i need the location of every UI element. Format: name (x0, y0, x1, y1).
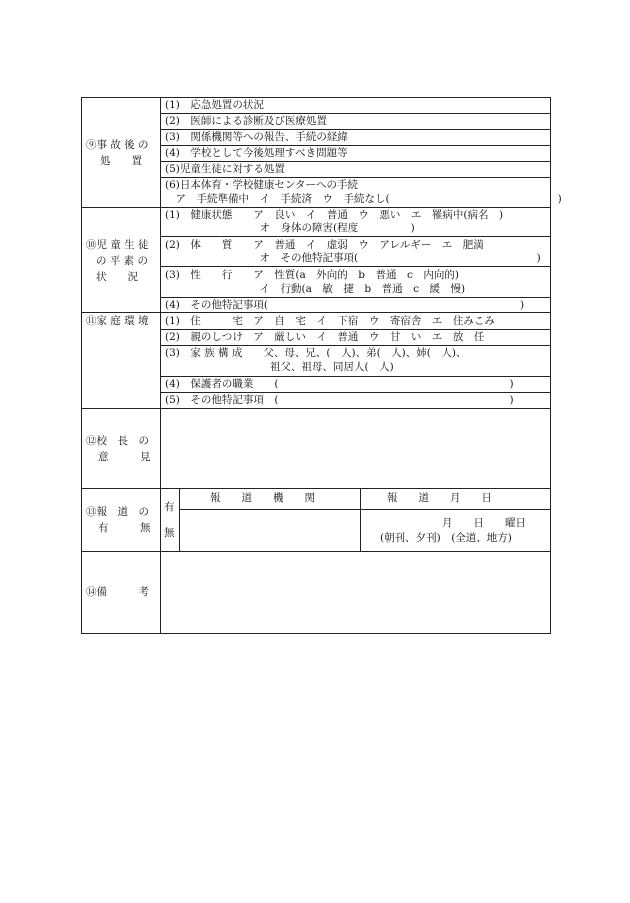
sec11-row-5: (4) 保護者の職業 ( ) (165, 378, 514, 390)
sec13-end (82, 551, 551, 552)
sec10-label-line1: ⑩児 童 生 徒 (86, 239, 149, 251)
sec9-row-3: (3) 関係機関等への報告、手続の経緯 (165, 131, 348, 143)
sec10-row-4: オ その他特記事項( ) (165, 252, 541, 264)
sec10-row-5: (3) 性 行 ア 性質(a 外向的 b 普通 c 内向的) (165, 269, 459, 281)
sec11-end (82, 408, 551, 409)
umu-no: 無 (164, 527, 175, 539)
sec9-row-5: (5)児童生徒に対する処置 (165, 163, 285, 175)
sec9-label-line1: ⑨事 故 後 の (86, 139, 149, 151)
sec11-row-6: (5) その他特記事項 ( ) (165, 394, 514, 406)
sec11-label: ⑪家 庭 環 境 (86, 315, 149, 327)
sec9-row-1: (1) 応急処置の状況 (165, 99, 264, 111)
sec10-row-6: イ 行動(a 敏 捷 b 普通 c 緩 慢) (165, 283, 466, 295)
date-line-1: 月 日 曜日 (442, 517, 526, 529)
sec11-row-4: 祖父、祖母、同居人( 人) (165, 361, 394, 373)
media-header: 報 道 機 関 (210, 492, 315, 504)
sec10-end (82, 312, 551, 313)
sec10-label-line2: の 平 素 の (96, 255, 149, 267)
sec14-label: ⑭備 考 (86, 586, 149, 598)
date-line-2: (朝刊、夕刊) (全道、地方) (380, 532, 512, 544)
sec10-row-7: (4) その他特記事項( ) (165, 299, 525, 311)
sec10-row-1: (1) 健康状態 ア 良い イ 普通 ウ 悪い エ 罹病中(病名 ) (165, 209, 504, 221)
accident-report-form (81, 97, 562, 634)
sec11-row-3: (3) 家 族 構 成 父、母、兄、( 人)、弟( 人)、姉( 人)、 (165, 347, 467, 359)
sec10-row-3: (2) 体 質 ア 普通 イ 虚弱 ウ アレルギー エ 肥満 (165, 239, 484, 251)
date-header: 報 道 月 日 (387, 492, 492, 504)
media-date-divider (360, 488, 361, 551)
label-column-divider (160, 98, 161, 634)
sec9-label-line2: 処 置 (100, 155, 142, 167)
sec9-row-4: (4) 学校として今後処理すべき問題等 (165, 147, 348, 159)
sec9-row-6: (6)日本体育・学校健康センターへの手続 (165, 179, 358, 191)
sec10-row-2: オ 身体の障害(程度 ) (165, 222, 415, 234)
sec10-label-line3: 状 況 (96, 271, 138, 283)
sec9-end (82, 207, 551, 208)
sec12-label-line1: ⑫校 長 の (86, 435, 149, 447)
sec13-label-line1: ⑬報 道 の (86, 506, 149, 518)
sec11-row-1: (1) 住 宅 ア 自 宅 イ 下宿 ウ 寄宿舎 エ 住みこみ (165, 315, 495, 327)
sec11-row-2: (2) 親のしつけ ア 厳しい イ 普通 ウ 甘 い エ 放 任 (165, 331, 485, 343)
sec9-row-2: (2) 医師による診断及び医療処置 (165, 115, 327, 127)
sec9-row-7: ア 手続準備中 イ 手続済 ウ 手続なし( ) (165, 193, 562, 205)
sec13-label-line2: 有 無 (98, 522, 151, 534)
umu-yes: 有 (164, 501, 175, 513)
sec12-end (82, 488, 551, 489)
sec12-label-line2: 意 見 (98, 451, 151, 463)
umu-column-divider (179, 488, 180, 551)
